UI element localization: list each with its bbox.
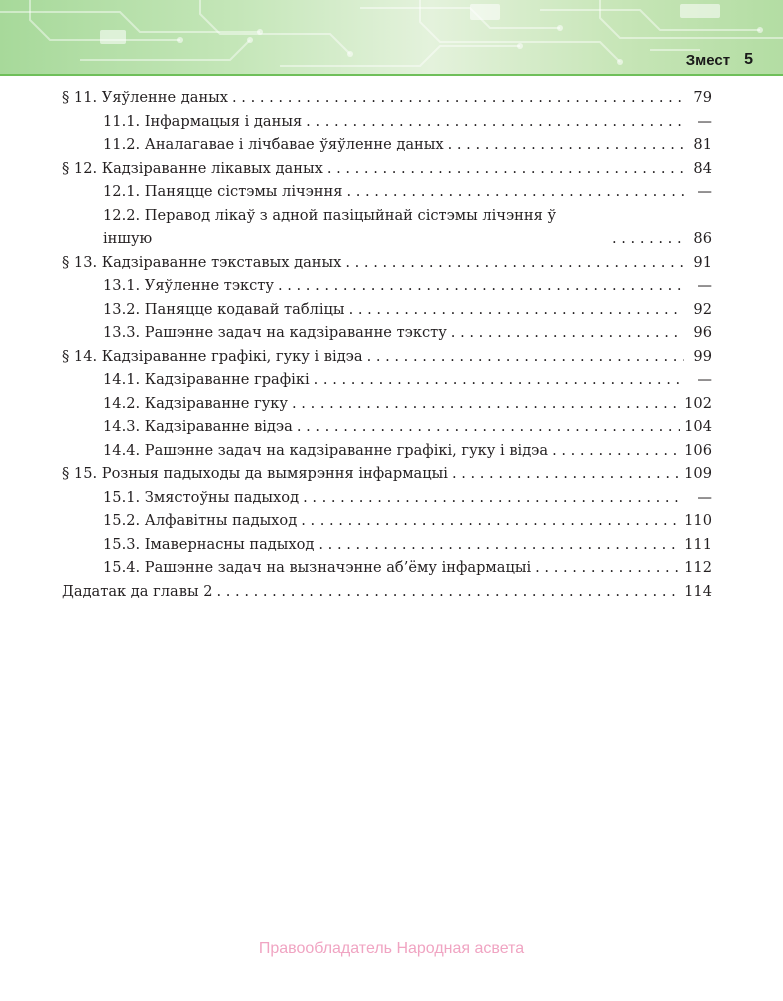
toc-page: 96	[693, 324, 712, 341]
toc-entry-15-4	[62, 556, 712, 580]
toc-entry-14	[62, 345, 712, 369]
toc-page: 81	[693, 136, 712, 153]
toc-entry-12	[62, 157, 712, 181]
toc-page: 111	[684, 535, 712, 553]
toc-entry-13	[62, 251, 712, 275]
toc-title: 12.1. Паняцце сістэмы лічэння	[103, 183, 343, 200]
toc-page: 79	[693, 89, 712, 106]
dot-leader	[367, 345, 684, 369]
toc-page: —	[697, 112, 712, 130]
dot-leader	[327, 157, 684, 181]
toc-entry-11	[62, 86, 712, 110]
header-divider	[0, 74, 783, 76]
toc-title: 13.1. Уяўленне тэксту	[103, 277, 274, 294]
toc-entry-11-1	[62, 110, 712, 134]
table-of-contents	[62, 86, 712, 603]
dot-leader	[297, 415, 680, 439]
toc-page: 99	[693, 347, 712, 365]
section-title: Змест	[685, 51, 731, 69]
circuit-pattern-decoration	[0, 0, 783, 74]
toc-title: 11.2. Аналагавае і лічбавае ўяўленне даных	[103, 136, 444, 153]
toc-page: 112	[684, 559, 712, 576]
toc-page: 106	[684, 441, 712, 459]
dot-leader	[232, 86, 684, 110]
toc-entry-14-2	[62, 392, 712, 416]
toc-entry-12-2	[62, 204, 712, 251]
toc-entry-15-3	[62, 533, 712, 557]
dot-leader	[301, 509, 680, 533]
toc-page: 86	[693, 230, 712, 247]
toc-page: —	[697, 488, 712, 506]
dot-leader	[349, 298, 684, 322]
toc-title: 14.4. Рашэнне задач на кадзіраванне графікі, гуку і відэа	[103, 441, 549, 459]
toc-title: § 12. Кадзіраванне лікавых даных	[62, 159, 323, 177]
toc-entry-14-1	[62, 368, 712, 392]
running-header	[686, 48, 753, 72]
toc-page: —	[697, 277, 712, 294]
dot-leader	[451, 321, 684, 345]
toc-page: 110	[684, 512, 712, 529]
toc-entry-12-1	[62, 180, 712, 204]
toc-entry-15-2	[62, 509, 712, 533]
toc-title: § 13. Кадзіраванне тэкставых даных	[62, 253, 342, 271]
toc-title: § 15. Розныя падыходы да вымярэння інфармацыі	[62, 465, 448, 482]
copyright-watermark: Правообладатель Народная асвета	[258, 940, 525, 957]
toc-title: Дадатак да главы 2	[62, 582, 213, 600]
dot-leader	[306, 110, 684, 134]
toc-title: 13.3. Рашэнне задач на кадзіраванне тэксту	[103, 324, 447, 341]
toc-page: 114	[684, 582, 712, 600]
dot-leader	[292, 392, 680, 416]
toc-entry-15	[62, 462, 712, 486]
toc-page: 104	[684, 418, 712, 435]
dot-leader	[345, 251, 684, 275]
dot-leader	[452, 462, 680, 486]
toc-title: 12.2. Перавод лікаў з адной пазіцыйнай сістэмы лічэння ў іншую	[103, 206, 557, 247]
toc-page: 92	[693, 300, 712, 318]
dot-leader	[278, 274, 684, 298]
toc-title: 14.3. Кадзіраванне відэа	[103, 418, 293, 435]
toc-entry-14-3	[62, 415, 712, 439]
dot-leader	[346, 180, 684, 204]
dot-leader	[535, 556, 680, 580]
toc-entry-15-1	[62, 486, 712, 510]
toc-entry-14-4	[62, 439, 712, 463]
toc-entry-13-2	[62, 298, 712, 322]
header-band	[0, 0, 783, 74]
dot-leader	[318, 533, 680, 557]
toc-title: § 11. Уяўленне даных	[62, 89, 229, 106]
dot-leader	[552, 439, 680, 463]
toc-entry-11-2	[62, 133, 712, 157]
toc-title: 15.3. Імавернасны падыход	[103, 535, 315, 553]
toc-title: 15.1. Змястоўны падыход	[103, 488, 300, 506]
toc-entry-13-3	[62, 321, 712, 345]
dot-leader	[303, 486, 684, 510]
toc-title: § 14. Кадзіраванне графікі, гуку і відэа	[62, 347, 363, 365]
toc-title: 11.1. Інфармацыя і даныя	[103, 112, 303, 130]
toc-title: 14.2. Кадзіраванне гуку	[103, 394, 289, 412]
toc-entry-appendix	[62, 580, 712, 604]
toc-page: 84	[693, 159, 712, 177]
toc-page: 109	[684, 465, 712, 482]
toc-title: 14.1. Кадзіраванне графікі	[103, 371, 310, 388]
toc-entry-13-1	[62, 274, 712, 298]
dot-leader	[448, 133, 684, 157]
page-number: 5	[744, 51, 753, 68]
toc-title: 15.4. Рашэнне задач на вызначэнне аб’ёму інфармацыі	[103, 559, 532, 576]
toc-page: —	[697, 371, 712, 388]
toc-page: 102	[684, 394, 712, 412]
toc-page: —	[697, 183, 712, 200]
toc-title: 13.2. Паняцце кодавай табліцы	[103, 300, 345, 318]
dot-leader	[612, 227, 684, 251]
dot-leader	[314, 368, 684, 392]
toc-page: 91	[693, 253, 712, 271]
dot-leader	[216, 580, 680, 604]
toc-title: 15.2. Алфавітны падыход	[103, 512, 298, 529]
